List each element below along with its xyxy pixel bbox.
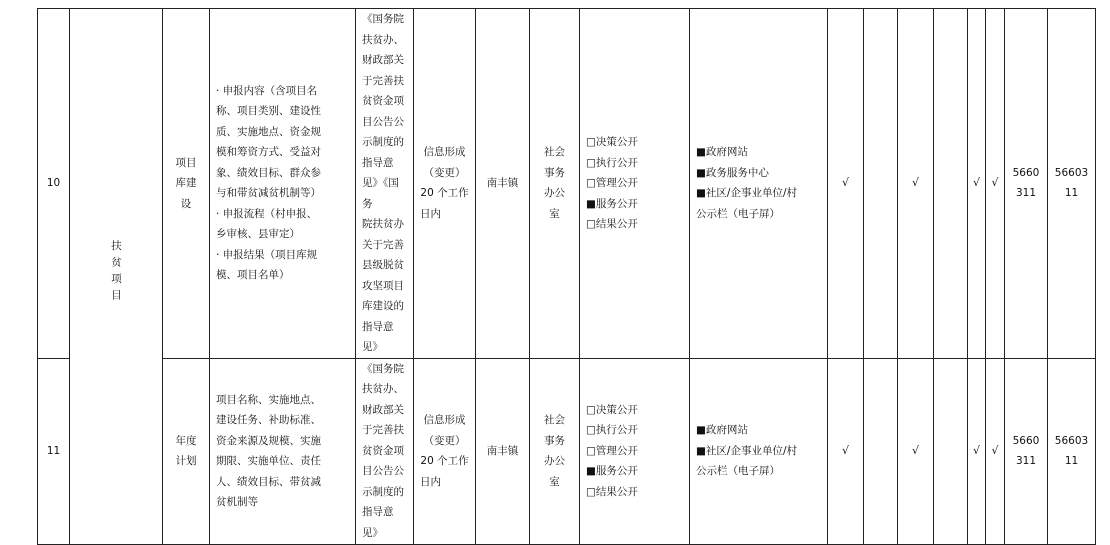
content-line: 资金来源及规模、实施: [216, 434, 321, 447]
channel-item: 公示栏（电子屏）: [696, 465, 780, 478]
open-type-cell: [580, 358, 690, 544]
code-line: 311: [1015, 187, 1037, 200]
basis-line: 示制度的: [362, 485, 404, 498]
subcategory-line: 计划: [175, 455, 197, 467]
unit-cell: [530, 9, 580, 359]
basis-line: 目公告公: [362, 465, 404, 478]
open-type-item: ■服务公开: [586, 465, 638, 478]
basis-line: 扶贫办、: [362, 383, 404, 396]
subject-cell: 南丰镇: [476, 358, 530, 544]
check-cell: [864, 358, 898, 544]
content-line: 质、实施地点、资金规: [216, 125, 321, 138]
open-type-item: □决策公开: [586, 403, 638, 416]
content-line: 贫机制等: [216, 496, 258, 508]
basis-line: 指导意: [362, 320, 394, 333]
content-line: 模和筹资方式、受益对: [216, 146, 321, 159]
channel-item: ■政府网站: [696, 424, 748, 437]
open-type-cell: [580, 9, 690, 359]
check-cell: √: [986, 9, 1005, 359]
unit-line: 室: [549, 475, 560, 488]
open-type-item: □结果公开: [586, 218, 638, 230]
basis-line: 贫资金项: [362, 95, 404, 107]
basis-line: 院扶贫办: [362, 218, 404, 230]
content-line: 与和带贫减贫机制等）: [216, 187, 321, 200]
time-line: 20 个工作: [420, 455, 469, 467]
basis-line: 《国务院: [362, 362, 404, 375]
content-line: · 申报内容（含项目名: [216, 84, 318, 97]
time-limit-cell: [414, 358, 476, 544]
code-cell: [1005, 358, 1048, 544]
unit-line: 事务: [544, 166, 565, 179]
time-line: （变更）: [423, 434, 466, 447]
open-type-item: □执行公开: [586, 156, 638, 169]
basis-line: 县级脱贫: [362, 259, 404, 271]
subcategory-line: 库建: [175, 177, 197, 189]
basis-line: 攻坚项目: [362, 279, 404, 292]
unit-line: 社会: [544, 414, 565, 426]
open-type-item: □管理公开: [586, 444, 638, 457]
unit-line: 社会: [544, 146, 565, 159]
content-line: 模、项目名单）: [216, 269, 290, 282]
code-line: 5660: [1012, 167, 1040, 180]
open-type-item: □决策公开: [586, 136, 638, 148]
unit-line: 办公: [544, 187, 565, 200]
subcategory-line: 年度: [175, 434, 197, 447]
content-cell: [210, 358, 356, 544]
unit-cell: [530, 358, 580, 544]
code-line: 311: [1015, 455, 1037, 467]
open-type-item: □管理公开: [586, 177, 638, 189]
content-line: 乡审核、县审定）: [216, 228, 300, 241]
unit-line: 事务: [544, 434, 565, 447]
check-cell: √: [828, 358, 864, 544]
content-line: 建设任务、补助标准、: [216, 414, 321, 426]
basis-line: 目公告公: [362, 115, 404, 128]
basis-line: 关于完善: [362, 238, 404, 251]
time-line: （变更）: [423, 166, 466, 179]
check-cell: √: [898, 358, 934, 544]
table-row: [38, 9, 1096, 359]
subcategory-cell: [163, 358, 210, 544]
basis-line: 见》《国务: [362, 177, 399, 210]
time-line: 信息形成: [423, 146, 466, 159]
channel-item: ■社区/企事业单位/村: [696, 444, 797, 457]
code-cell: [1048, 358, 1096, 544]
code-line: 11: [1064, 187, 1079, 200]
channel-item: ■政府网站: [696, 146, 748, 159]
basis-line: 于完善扶: [362, 74, 404, 87]
basis-line: 示制度的: [362, 136, 404, 148]
time-limit-cell: [414, 9, 476, 359]
content-line: · 申报结果（项目库规: [216, 248, 318, 261]
time-line: 信息形成: [423, 414, 466, 426]
basis-line: 财政部关: [362, 54, 404, 66]
disclosure-table: [37, 8, 1096, 545]
check-cell: [934, 9, 968, 359]
open-type-item: □结果公开: [586, 485, 638, 498]
check-cell: √: [828, 9, 864, 359]
row-number: 10: [38, 9, 70, 359]
unit-line: 室: [549, 207, 560, 220]
code-line: 11: [1064, 455, 1079, 467]
time-line: 日内: [420, 475, 441, 488]
code-line: 5660: [1012, 435, 1040, 447]
content-line: · 申报流程（村申报、: [216, 207, 318, 220]
subcategory-line: 项目: [175, 156, 197, 169]
check-cell: [864, 9, 898, 359]
channel-cell: [690, 358, 828, 544]
check-cell: √: [986, 358, 1005, 544]
check-cell: [934, 358, 968, 544]
basis-line: 财政部关: [362, 403, 404, 416]
content-cell: [210, 9, 356, 359]
basis-line: 指导意: [362, 156, 394, 169]
basis-line: 见》: [362, 341, 383, 353]
content-line: 称、项目类别、建设性: [216, 105, 321, 118]
channel-item: ■社区/企事业单位/村: [696, 187, 797, 200]
unit-line: 办公: [544, 455, 565, 467]
content-line: 人、绩效目标、带贫减: [216, 475, 321, 488]
open-type-item: ■服务公开: [586, 197, 638, 210]
basis-cell: [356, 358, 414, 544]
content-line: 象、绩效目标、群众参: [216, 166, 321, 179]
category-label: 扶贫项目: [110, 239, 122, 306]
code-cell: [1005, 9, 1048, 359]
channel-cell: [690, 9, 828, 359]
code-cell: [1048, 9, 1096, 359]
row-number: 11: [38, 358, 70, 544]
basis-line: 见》: [362, 526, 383, 539]
content-line: 项目名称、实施地点、: [216, 393, 321, 406]
channel-item: 公示栏（电子屏）: [696, 207, 780, 220]
code-line: 56603: [1054, 435, 1089, 447]
content-line: 期限、实施单位、责任: [216, 455, 321, 467]
time-line: 日内: [420, 207, 441, 220]
basis-line: 库建设的: [362, 300, 404, 312]
table-row: [38, 358, 1096, 544]
subcategory-line: 设: [180, 197, 192, 210]
category-cell: [70, 9, 163, 545]
check-cell: √: [968, 9, 986, 359]
channel-item: ■政务服务中心: [696, 166, 769, 179]
check-cell: √: [968, 358, 986, 544]
open-type-item: □执行公开: [586, 424, 638, 437]
basis-line: 于完善扶: [362, 424, 404, 437]
subject-cell: 南丰镇: [476, 9, 530, 359]
basis-line: 指导意: [362, 506, 394, 519]
basis-line: 扶贫办、: [362, 33, 404, 46]
check-cell: √: [898, 9, 934, 359]
basis-cell: [356, 9, 414, 359]
code-line: 56603: [1054, 167, 1089, 180]
subcategory-cell: [163, 9, 210, 359]
basis-line: 贫资金项: [362, 444, 404, 457]
time-line: 20 个工作: [420, 187, 469, 200]
basis-line: 《国务院: [362, 13, 404, 25]
